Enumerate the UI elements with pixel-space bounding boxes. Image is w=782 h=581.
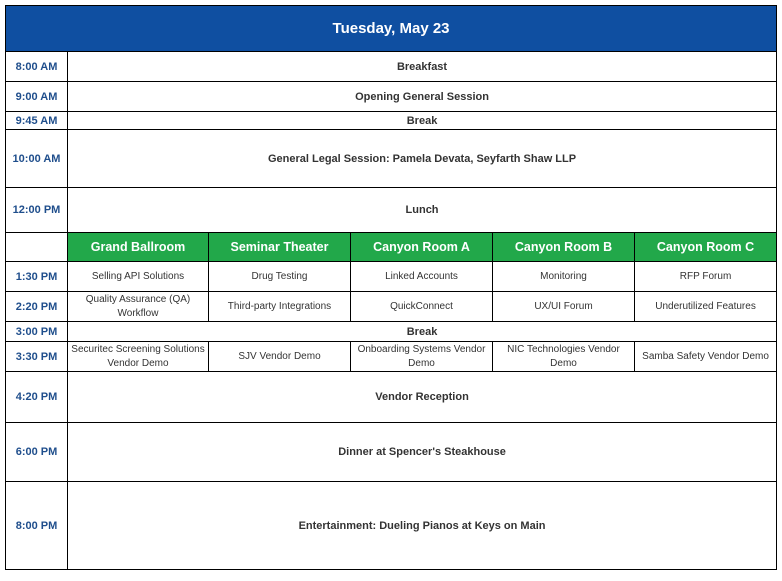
time-slot: 12:00 PM: [6, 188, 68, 233]
session-cell: SJV Vendor Demo: [209, 342, 351, 372]
room-header: Canyon Room A: [351, 233, 493, 262]
table-row: [6, 130, 777, 188]
time-slot: 3:00 PM: [6, 322, 68, 342]
table-row: [6, 52, 777, 82]
session-cell: Underutilized Features: [635, 292, 777, 322]
session-cell: Drug Testing: [209, 262, 351, 292]
session-cell: RFP Forum: [635, 262, 777, 292]
time-slot: 8:00 PM: [6, 482, 68, 570]
table-row: [6, 423, 777, 482]
blank-cell: [6, 233, 68, 262]
event-cell: Breakfast: [68, 52, 777, 82]
room-header: Grand Ballroom: [68, 233, 209, 262]
table-row: [6, 112, 777, 130]
room-header: Seminar Theater: [209, 233, 351, 262]
event-cell: Entertainment: Dueling Pianos at Keys on Main: [68, 482, 777, 570]
session-cell: Linked Accounts: [351, 262, 493, 292]
session-cell: Securitec Screening Solutions Vendor Demo: [68, 342, 209, 372]
table-row: [6, 188, 777, 233]
table-row: [6, 372, 777, 423]
title-row: [6, 6, 777, 52]
room-header-row: [6, 233, 777, 262]
room-header: Canyon Room B: [493, 233, 635, 262]
table-row: [6, 482, 777, 570]
session-cell: Quality Assurance (QA) Workflow: [68, 292, 209, 322]
event-cell: Lunch: [68, 188, 777, 233]
session-cell: Monitoring: [493, 262, 635, 292]
session-cell: NIC Technologies Vendor Demo: [493, 342, 635, 372]
time-slot: 4:20 PM: [6, 372, 68, 423]
session-cell: UX/UI Forum: [493, 292, 635, 322]
time-slot: 6:00 PM: [6, 423, 68, 482]
time-slot: 2:20 PM: [6, 292, 68, 322]
event-cell: Vendor Reception: [68, 372, 777, 423]
table-row: [6, 322, 777, 342]
session-cell: Selling API Solutions: [68, 262, 209, 292]
schedule-title: Tuesday, May 23: [6, 6, 777, 52]
room-header: Canyon Room C: [635, 233, 777, 262]
event-cell: Break: [68, 322, 777, 342]
time-slot: 1:30 PM: [6, 262, 68, 292]
event-cell: Break: [68, 112, 777, 130]
session-cell: Third-party Integrations: [209, 292, 351, 322]
time-slot: 9:45 AM: [6, 112, 68, 130]
time-slot: 10:00 AM: [6, 130, 68, 188]
time-slot: 3:30 PM: [6, 342, 68, 372]
schedule-table: [5, 5, 777, 570]
table-row: [6, 342, 777, 372]
time-slot: 8:00 AM: [6, 52, 68, 82]
table-row: [6, 292, 777, 322]
table-row: [6, 82, 777, 112]
time-slot: 9:00 AM: [6, 82, 68, 112]
session-cell: Samba Safety Vendor Demo: [635, 342, 777, 372]
event-cell: Dinner at Spencer's Steakhouse: [68, 423, 777, 482]
table-row: [6, 262, 777, 292]
event-cell: Opening General Session: [68, 82, 777, 112]
session-cell: Onboarding Systems Vendor Demo: [351, 342, 493, 372]
session-cell: QuickConnect: [351, 292, 493, 322]
event-cell: General Legal Session: Pamela Devata, Seyfarth Shaw LLP: [68, 130, 777, 188]
